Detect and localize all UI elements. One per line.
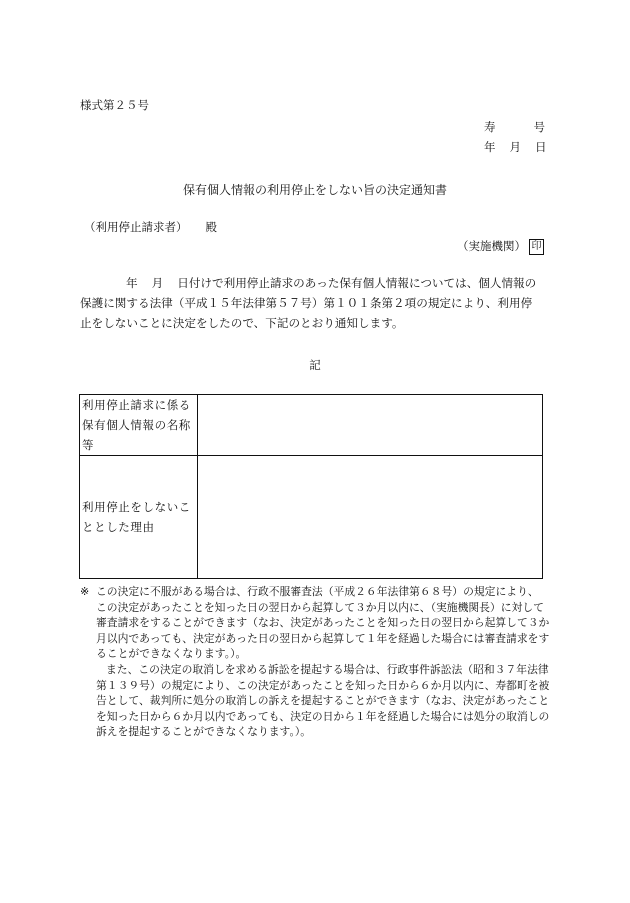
body-line-1 (80, 273, 551, 293)
date-day: 日 (535, 140, 547, 154)
document-number-suffix: 号 (533, 120, 545, 134)
note-line: この決定があったことを知った日の翌日から起算して３か月以内に、（実施機関長）に対して (96, 600, 544, 614)
recipient-honorific: 殿 (205, 220, 217, 234)
note-text: この決定に不服がある場合は、行政不服審査法（平成２６年法律第６８号）の規定により、 (96, 585, 539, 598)
document-number (484, 119, 545, 135)
issuer (457, 238, 544, 255)
body-line-1-text: 日付けで利用停止請求のあった保有個人情報については、個人情報の (177, 276, 537, 290)
label-line: 等 (82, 438, 95, 452)
note-line: 訴えを提起することができなくなります。）。 (96, 725, 312, 739)
document-number-prefix: 寿 (484, 120, 496, 134)
note-line: 審査請求をすることができます（なお、決定があったことを知った日の翌日から起算して３か (96, 616, 550, 630)
table-value-info-name (198, 395, 543, 456)
table-row (80, 456, 543, 579)
recipient (84, 219, 217, 235)
note-line: 第１３９号）の規定により、この決定があったことを知った日から６か月以内に、寿都町を被 (96, 678, 550, 692)
note-line (80, 584, 560, 600)
document-title: 保有個人情報の利用停止をしない旨の決定通知書 (182, 183, 447, 197)
note-mark: ※ (80, 585, 90, 598)
note-line: を知った日から６か月以内であっても、決定の日から１年を経過した場合には処分の取消しの (96, 709, 550, 723)
label-line: ととした理由 (82, 520, 155, 534)
note-text: また、この決定の取消しを求める訴訟を提起する場合は、行政事件訴訟法（昭和３７年法律 (106, 662, 549, 676)
date-month: 月 (509, 140, 521, 154)
issuer-label: （実施機関） (457, 239, 526, 253)
info-table (79, 394, 543, 579)
table-row (80, 395, 543, 456)
label-line: 保有個人情報の名称 (82, 418, 191, 432)
table-label-reason (80, 456, 198, 579)
document-date (484, 139, 547, 155)
note-line (80, 662, 560, 678)
notice-body (80, 273, 551, 333)
table-value-reason (198, 456, 543, 579)
table-label-info-name (80, 395, 198, 456)
recipient-label: （利用停止請求者） (84, 220, 188, 234)
body-month: 月 (151, 276, 164, 290)
body-line-3: 止をしないことに決定をしたので、下記のとおり通知します。 (80, 316, 404, 330)
seal-mark: 印 (529, 239, 544, 255)
label-line: 利用停止請求に係る (82, 398, 191, 412)
ki-heading: 記 (309, 358, 321, 372)
notes (80, 584, 560, 740)
body-year: 年 (126, 276, 138, 290)
note-line: 告として、裁判所に処分の取消しの訴えを提起することができます（なお、決定があったこと (96, 694, 550, 708)
note-line: 月以内であっても、決定があった日の翌日から起算して１年を経過した場合には審査請求をす (96, 631, 550, 645)
note-line: ることができなくなります。）。 (96, 647, 247, 661)
form-number: 様式第２５号 (80, 98, 149, 112)
body-line-2: 保護に関する法律（平成１５年法律第５７号）第１０１条第２項の規定により、利用停 (80, 296, 533, 310)
label-line: 利用停止をしないこ (82, 500, 191, 514)
date-year: 年 (484, 140, 496, 154)
